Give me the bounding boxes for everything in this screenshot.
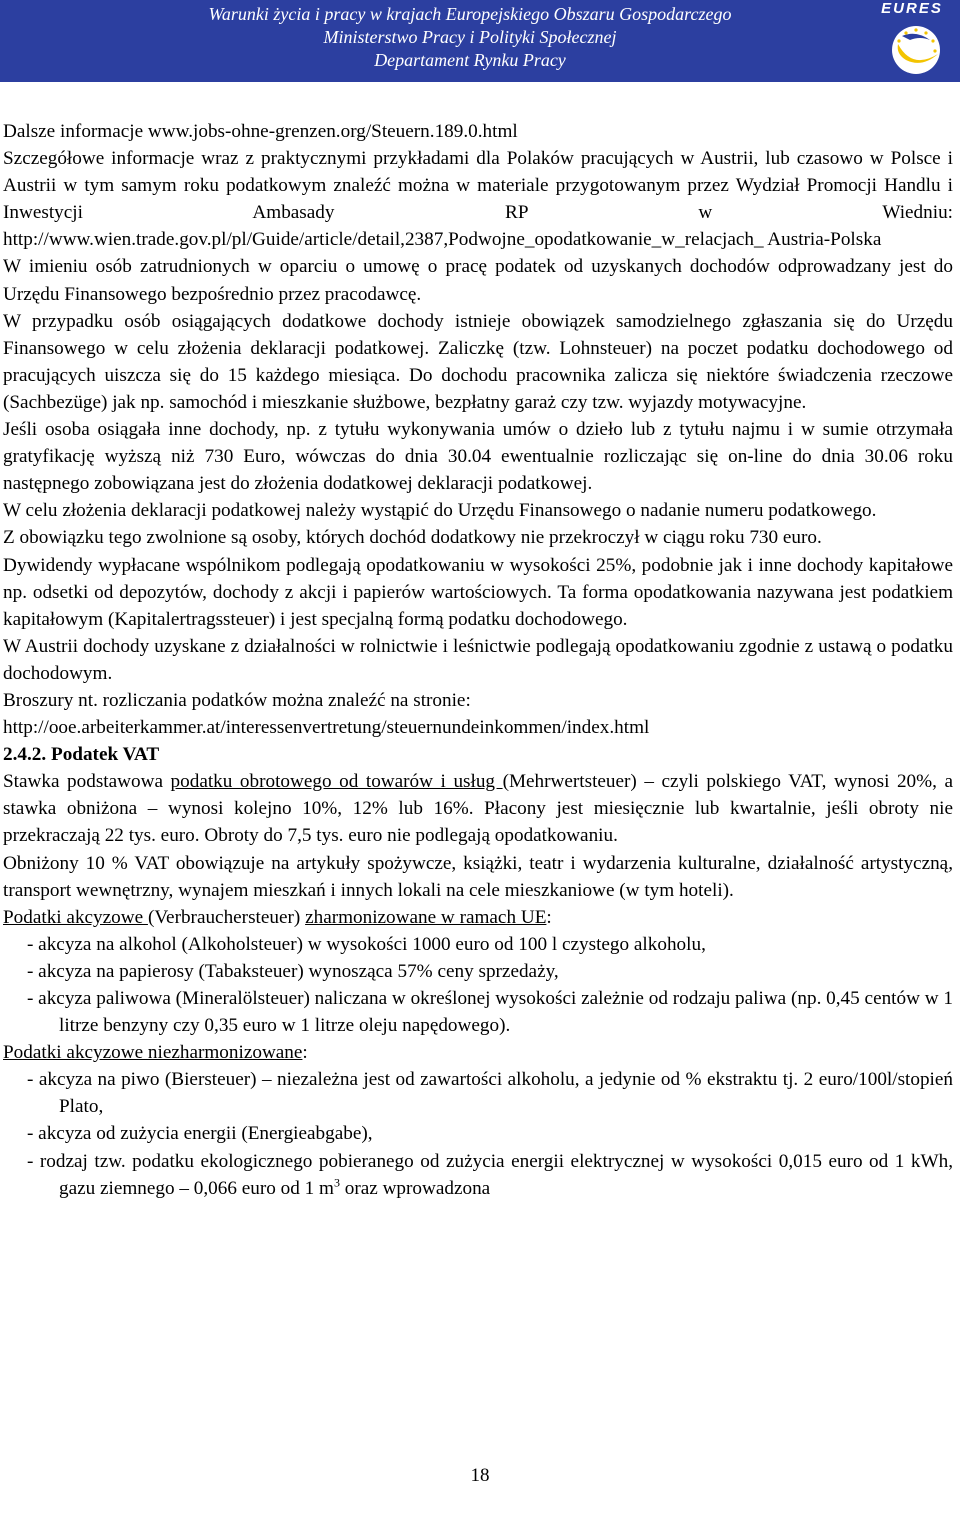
excise-heading2-part-a: Podatki akcyzowe niezharmonizowane xyxy=(3,1042,303,1064)
paragraph-more-info: Dalsze informacje www.jobs-ohne-grenzen.org/Steuern.189.0.html xyxy=(3,121,518,142)
list-item: - akcyza paliwowa (Mineralölsteuer) naliczana w określonej wysokości zależnie od rodzaju paliwa (np. 0,45 centów w 1 litrze benzyny czy 0,35 euro w 1 litrze oleju napędowego). xyxy=(27,988,953,1037)
list-item: - akcyza na papierosy (Tabaksteuer) wynosząca 57% ceny sprzedaży, xyxy=(27,960,559,982)
header-line-3: Departament Rynku Pracy xyxy=(374,50,566,70)
excise-heading-non-harmonized xyxy=(3,1039,953,1066)
eures-logo-text: EURES xyxy=(881,0,943,17)
paragraph-vat-rates xyxy=(3,768,953,849)
eures-emblem-icon xyxy=(866,0,958,82)
excise-heading-part-c: zharmonizowane w ramach UE xyxy=(305,906,547,928)
paragraph-additional-income: W przypadku osób osiągających dodatkowe dochody istnieje obowiązek samodzielnego zgłaszania się do Urzędu Finansowego w celu złożenia deklaracji podatkowej. Zaliczkę (tzw. Lohnsteuer) na poczet podatku dochodowego od pracujących uiszcza się do 15 każdego miesiąca. Do dochodu pracownika zalicza się niektóre świadczenia rzeczowe (Sachbezüge) jak np. samochód i mieszkanie służbowe, bezpłatny garaż czy tzw. wyjazdy motywacyjne. xyxy=(3,310,953,413)
list-item: - akcyza na piwo (Biersteuer) – niezależna jest od zawartości alkoholu, a jedynie od % ekstraktu tj. 2 euro/100l/stopień Plato, xyxy=(27,1069,953,1118)
list-item xyxy=(3,1148,953,1202)
superscript-3: 3 xyxy=(333,1175,340,1190)
page-header xyxy=(0,0,960,82)
paragraph-details-link: Szczegółowe informacje wraz z praktycznymi przykładami dla Polaków pracujących w Austrii, lub czasowo w Polsce i Austrii w tym samym roku podatkowym znaleźć można w materiale przygotowanym przez Wydział Promocji Handlu i Inwestycji Ambasady RP w Wiedniu: http://www.wien.trade.gov.pl/pl/Guide/article/detail,2387,Podwojne_opodatkowanie_w_relacjach_ Austria-Polska xyxy=(3,148,953,251)
paragraph-agriculture: W Austrii dochody uzyskane z działalności w rolnictwie i leśnictwie podlegają opodatkowaniu zgodnie z ustawą o podatku dochodowym. xyxy=(3,635,953,684)
page-number: 18 xyxy=(470,1465,490,1486)
paragraph-dividends: Dywidendy wypłacane wspólnikom podlegają opodatkowaniu w wysokości 25%, podobnie jak i inne dochody kapitałowe np. odsetki od depozytów, dochody z akcji i papierów wartościowych. Ta forma opodatkowania nazywana jest podatkiem kapitałowym (Kapitalertragssteuer) i jest specjalną formą podatku dochodowego. xyxy=(3,554,953,630)
paragraph-employer-tax: W imieniu osób zatrudnionych w oparciu o umowę o pracę podatek od uzyskanych dochodów odprowadzany jest do Urzędu Finansowego bezpośrednio przez pracodawcę. xyxy=(3,256,953,305)
list-item-text-end: oraz wprowadzona xyxy=(339,1177,491,1199)
excise-heading-part-a: Podatki akcyzowe xyxy=(3,906,148,928)
paragraph-reduced-vat: Obniżony 10 % VAT obowiązuje na artykuły spożywcze, książki, teatr i wydarzenia kulturalne, działalność artystyczną, transport wewnętrzny, wynajem mieszkań i innych lokali na cele mieszkaniowe (w tym hoteli). xyxy=(3,852,953,901)
list-item-text: - rodzaj tzw. podatku ekologicznego pobieranego od zużycia energii elektrycznej w wysokości 0,015 euro od 1 kWh, gazu ziemnego – 0,066 euro od 1 m xyxy=(27,1150,953,1199)
excise-heading-harmonized xyxy=(3,904,953,931)
header-line-1: Warunki życia i pracy w krajach Europejskiego Obszaru Gospodarczego xyxy=(208,4,732,24)
excise-heading2-part-b: : xyxy=(302,1042,308,1064)
vat-link-text: podatku obrotowego od towarów i usług xyxy=(170,771,503,793)
header-line-2: Ministerstwo Pracy i Polityki Społecznej xyxy=(323,27,617,47)
paragraph-tax-number: W celu złożenia deklaracji podatkowej należy wystąpić do Urzędu Finansowego o nadanie numeru podatkowego. xyxy=(3,500,877,522)
paragraph-exemption: Z obowiązku tego zwolnione są osoby, których dochód dodatkowy nie przekroczył w ciągu roku 730 euro. xyxy=(3,527,822,549)
vat-text-post: (Mehrwertsteuer) – czyli polskiego VAT, wynosi 20%, a stawka obniżona – wynosi kolejno 10%, 12% lub 16%. Płacony jest miesięcznie lub kwartalnie, jeśli obroty nie przekraczają 22 tys. euro. Obroty do 7,5 tys. euro nie podlegają opodatkowaniu. xyxy=(3,771,953,847)
excise-heading-part-b: (Verbrauchersteuer) xyxy=(147,906,306,928)
vat-text-pre: Stawka podstawowa xyxy=(3,771,171,793)
eures-logo xyxy=(866,0,958,82)
section-heading-vat: 2.4.2. Podatek VAT xyxy=(3,744,160,766)
list-item: - akcyza na alkohol (Alkoholsteuer) w wysokości 1000 euro od 100 l czystego alkoholu, xyxy=(27,933,706,955)
paragraph-brochures-link: http://ooe.arbeiterkammer.at/interessenvertretung/steuernundeinkommen/index.html xyxy=(3,717,650,739)
document-body xyxy=(3,118,953,1202)
paragraph-other-income: Jeśli osoba osiągała inne dochody, np. z tytułu wykonywania umów o dzieło lub z tytułu najmu i w sumie otrzymała gratyfikację wyższą niż 730 Euro, wówczas do dnia 30.04 ewentualnie rozliczając się on-line do dnia 30.06 roku następnego zobowiązana jest do złożenia dodatkowej deklaracji podatkowej. xyxy=(3,419,953,495)
excise-heading-part-d: : xyxy=(546,906,552,928)
list-item: - akcyza od zużycia energii (Energieabgabe), xyxy=(27,1123,373,1145)
header-text xyxy=(100,3,840,72)
paragraph-brochures: Broszury nt. rozliczania podatków można znaleźć na stronie: xyxy=(3,689,471,711)
